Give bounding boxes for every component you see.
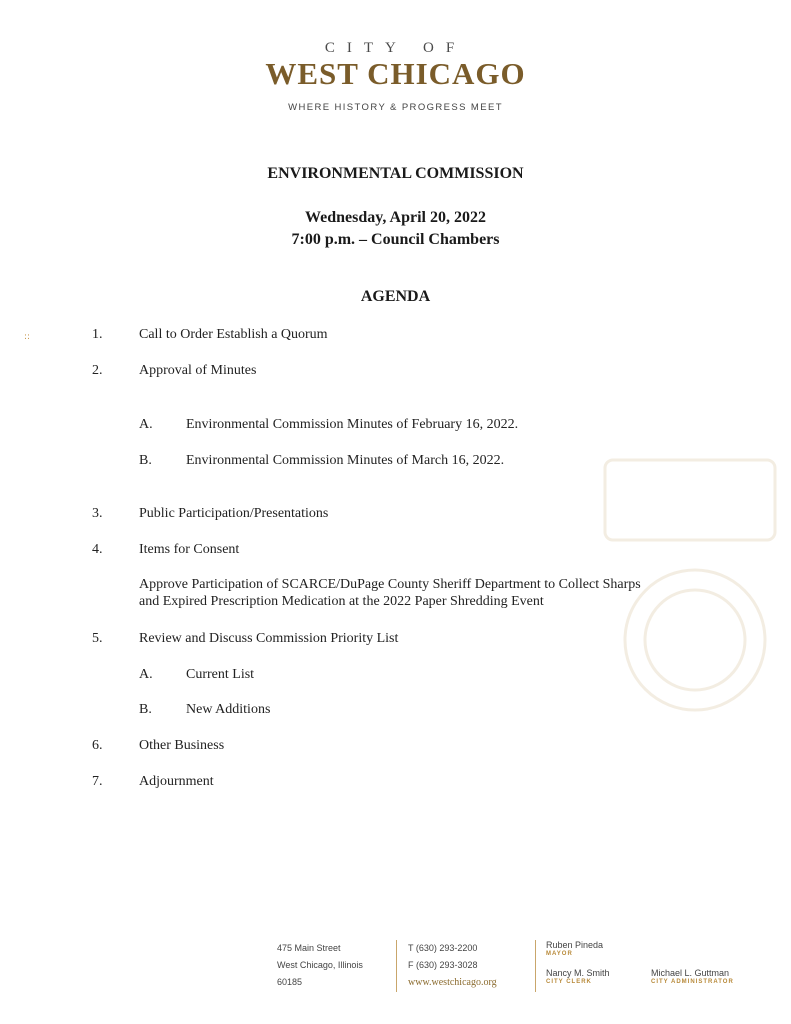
agenda-subitem-letter: B. (139, 702, 152, 717)
agenda-item-label: Items for Consent (139, 542, 240, 557)
agenda-item-number: 5. (92, 631, 103, 646)
official-name: Ruben Pineda (546, 940, 604, 950)
agenda-subitem-label: New Additions (186, 702, 271, 717)
footer-website-link[interactable]: www.westchicago.org (408, 977, 497, 988)
footer-phone: T (630) 293-2200 (408, 943, 478, 953)
agenda-item-number: 1. (92, 327, 103, 342)
agenda-item-number: 3. (92, 506, 103, 521)
footer-divider (396, 940, 397, 992)
footer-address-line: 60185 (277, 977, 303, 987)
meeting-datetime (0, 207, 791, 251)
agenda-item-label: Adjournment (139, 774, 214, 789)
footer-fax: F (630) 293-3028 (408, 960, 478, 970)
city-seal-watermark-icon (585, 400, 785, 740)
official-title: MAYOR (546, 951, 573, 957)
agenda-subitem-letter: A. (139, 417, 153, 432)
footer-official-administrator (651, 968, 734, 986)
footer-divider (535, 940, 536, 992)
agenda-heading: AGENDA (360, 288, 431, 305)
agenda-subitem-label: Environmental Commission Minutes of February 16, 2022. (186, 417, 519, 432)
footer-address-line: 475 Main Street (277, 943, 341, 953)
commission-title: ENVIRONMENTAL COMMISSION (267, 165, 524, 182)
margin-mark-icon: :: (24, 332, 31, 342)
agenda-item-number: 2. (92, 363, 103, 378)
footer-address-line: West Chicago, Illinois (277, 960, 363, 970)
official-name: Michael L. Guttman (651, 968, 730, 978)
footer (0, 940, 791, 1000)
agenda-item-label: Public Participation/Presentations (139, 506, 329, 521)
agenda-subitem-label: Environmental Commission Minutes of March 16, 2022. (186, 453, 505, 468)
agenda-item-label: Call to Order Establish a Quorum (139, 327, 328, 342)
logo-tagline: WHERE HISTORY & PROGRESS MEET (288, 102, 503, 113)
agenda-subitem-label: Current List (186, 667, 255, 682)
official-name: Nancy M. Smith (546, 968, 610, 978)
agenda-detail-line: and Expired Prescription Medication at the 2022 Paper Shredding Event (139, 594, 544, 609)
meeting-date: Wednesday, April 20, 2022 (305, 209, 486, 226)
agenda-item-label: Approval of Minutes (139, 363, 257, 378)
agenda-item-label: Other Business (139, 738, 225, 753)
logo-city-of: CITY OF (324, 40, 467, 56)
footer-official-clerk (546, 968, 610, 986)
agenda-item-label: Review and Discuss Commission Priority List (139, 631, 399, 646)
official-title: CITY CLERK (546, 979, 592, 985)
agenda-subitem-letter: A. (139, 667, 153, 682)
agenda-item-number: 6. (92, 738, 103, 753)
agenda-subitem-letter: B. (139, 453, 152, 468)
agenda-item-number: 4. (92, 542, 103, 557)
meeting-time-place: 7:00 p.m. – Council Chambers (291, 231, 500, 248)
agenda-item-number: 7. (92, 774, 103, 789)
logo-city-name: WEST CHICAGO (265, 56, 526, 91)
footer-official-mayor (546, 940, 603, 958)
footer-contact (408, 940, 497, 991)
agenda-detail-line: Approve Participation of SCARCE/DuPage County Sheriff Department to Collect Sharps (139, 577, 641, 592)
agenda-item-4-detail (139, 576, 739, 610)
official-title: CITY ADMINISTRATOR (651, 979, 734, 985)
footer-address (277, 940, 363, 991)
